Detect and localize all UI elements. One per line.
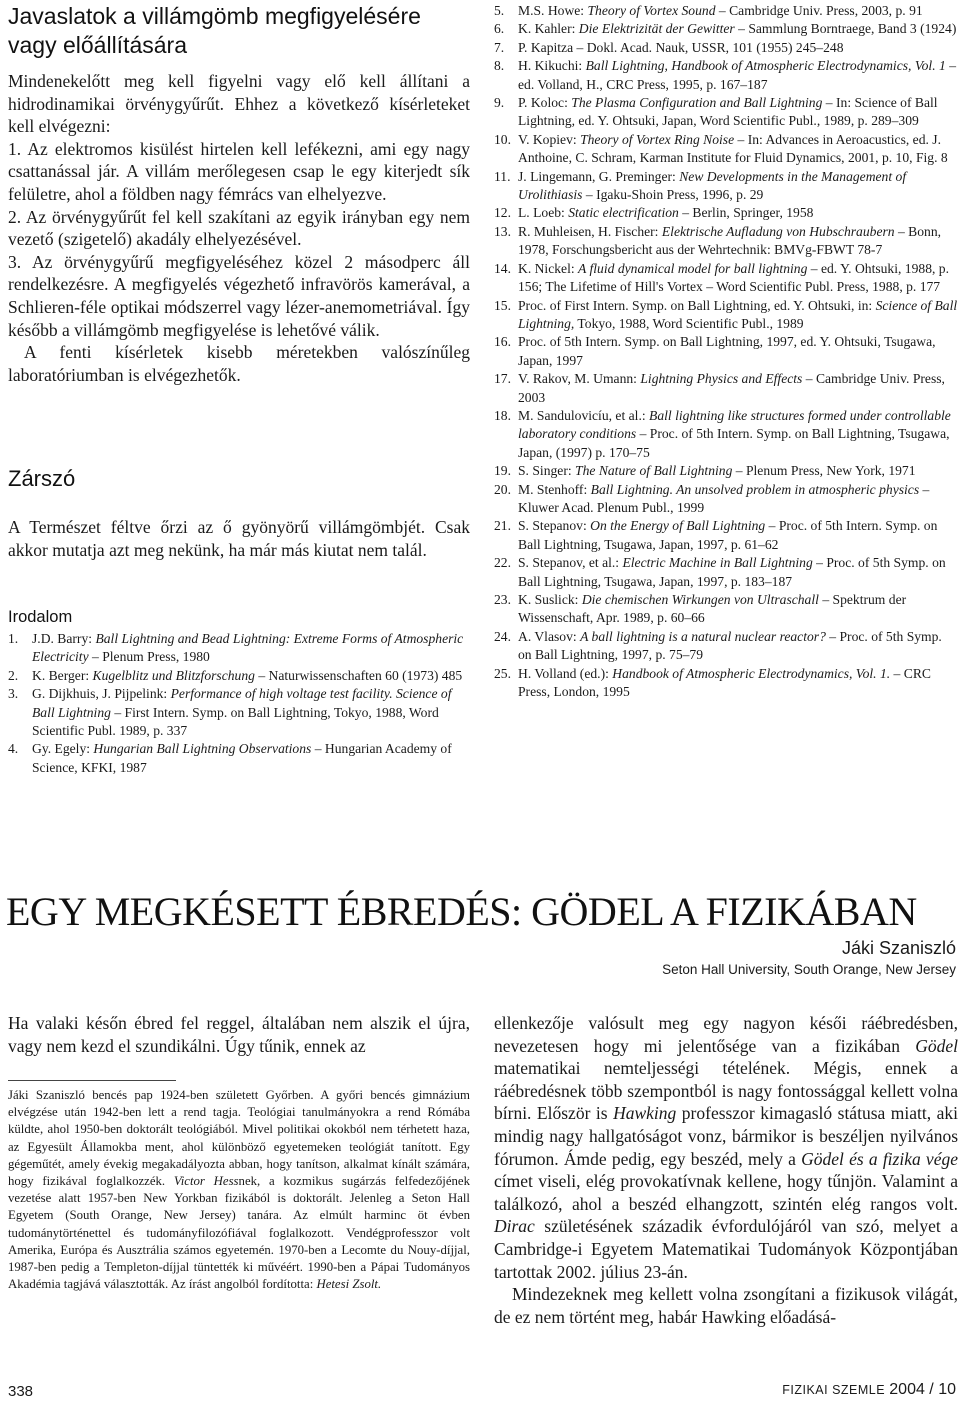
paragraph: 1. Az elektromos kisülést hirtelen kell lefékezni, ami egy nagy csattanással jár. A villám merőlegesen csap le egy kiterjedt sík felületre, ahol a földben nagy fémrács van elhelyezve. [8,138,470,204]
reference-title: Die Elektrizität der Gewitter [578,21,735,37]
reference-text [518,481,958,518]
reference-title: Theory of Vortex Ring Noise [580,131,735,147]
reference-author: V. Rakov, M. Umann: [518,371,637,387]
reference-item [494,628,958,665]
reference-number: 25. [494,665,511,681]
text: professzor kimagasló státusa miatt, aki mindig nagy hallgatóságot vonz, bármikor is beszéljen nyilvános fórumon. Ámde pedig, egy beszéd, mely a [494,1103,959,1169]
reference-title: A ball lightning is a natural nuclear reactor? [580,628,826,644]
reference-author: K. Suslick: [518,592,579,607]
section-title-closing: Zárszó [8,466,76,491]
reference-details: – Sammlung Borntraege, Band 3 (1924) [734,21,957,37]
text: matematikai nemteljességi tételének. Mégis, ennek a ráébredésnek több szempontból is nagy fontossággal kellett volna bírni. Először is [494,1058,958,1124]
reference-item [494,591,958,628]
reference-item [494,370,958,407]
reference-item [494,204,958,222]
article-body-right [494,1012,958,1328]
bio-translator: Hetesi Zsolt. [316,1277,382,1292]
reference-text [518,462,958,480]
reference-title: A fluid dynamical model for ball lightning [578,260,808,276]
reference-number: 2. [8,667,19,683]
reference-item [494,168,958,205]
reference-item [8,667,470,685]
reference-details: – ed. Volland, H., CRC Press, 1995, p. 167–187 [518,58,956,92]
reference-text [518,628,958,665]
reference-details: Tokyo, 1988, Word Scientific Publ., 1989 [574,315,804,331]
reference-item [494,2,958,20]
journal-footer [782,1381,956,1399]
text: ellenkezője valósult meg egy nagyon késői ráébredésben, nevezetesen hogy mi jelentősége van a fizikában [494,1013,958,1056]
article-intro: Ha valaki későn ébred fel reggel, általában nem alszik el újra, vagy nem kezd el szundikálni. Úgy tűnik, ennek az [8,1013,470,1056]
reference-details: – Proc. of 5th Intern. Symp. on Ball Lightning, Tsugawa, Japan, 1997, p. 61–62 [518,518,938,552]
reference-title: Static electrification [568,205,679,221]
reference-title: New Developments in the Management of Urolithiasis [518,168,907,203]
reference-item [494,407,958,462]
paragraph: A fenti kísérletek kisebb méretekben valószínűleg laboratóriumban is elvégezhetők. [8,342,470,385]
reference-text [518,554,958,591]
reference-details: – Dokl. Acad. Nauk, USSR, 101 (1955) 245–248 [576,39,844,55]
reference-text [518,591,958,628]
reference-details: – Proc. of 5th Symp. on Ball Lightning, 1997, p. 75–79 [518,628,942,663]
reference-author: G. Dijkhuis, J. Pijpelink: [32,686,168,702]
reference-author: R. Muhleisen, H. Fischer: [518,223,659,239]
reference-item [8,740,470,777]
reference-item [494,333,958,370]
reference-details: – Berlin, Springer, 1958 [678,205,814,221]
reference-title: Kugelblitz und Blitzforschung [92,667,255,683]
reference-title: Performance of high voltage test facility. Science of Ball Lightning [32,686,452,720]
reference-text [518,39,958,57]
reference-author: P. Kapitza [518,39,574,55]
article-affiliation: Seton Hall University, South Orange, New Jersey [662,962,956,977]
section-body [8,70,470,386]
reference-number: 13. [494,223,511,239]
reference-item [494,297,958,334]
text: születésének századik évfordulójáról van szó, melyet a Cambridge-i Egyetem Matematikai Tudományok Központjában tartottak 2002. július 23-án. [494,1216,958,1282]
reference-text [518,517,958,554]
reference-text [518,2,958,20]
reference-number: 15. [494,297,511,313]
reference-text [518,665,958,702]
reference-number: 24. [494,628,511,644]
reference-text [32,740,470,777]
reference-text [518,20,958,38]
reference-item [494,260,958,297]
reference-text [518,57,958,94]
reference-details: – Bonn, 1978, Forschungsbericht aus der Wehrtechnik: BMVg-FBWT 78-7 [518,223,942,258]
reference-details: – Plenum Press, New York, 1971 [732,463,916,479]
reference-author: P. Koloc: [518,95,568,111]
reference-details: – CRC Press, London, 1995 [518,665,931,700]
reference-title: Die chemischen Wirkungen von Ultraschall [581,592,819,607]
reference-number: 16. [494,334,511,350]
reference-title: Elektrische Aufladung von Hubschraubern [661,223,895,239]
reference-item [8,630,470,667]
text: címet viseli, elég provokatívnak kellene, hogy tűnjön. Valamint a találkozó, ahol a beszéd elhangzott, szintén elég rangos volt. [494,1171,958,1214]
reference-number: 17. [494,371,511,387]
section-title-ball-lightning-proposals: Javaslatok a villámgömb megfigyelésére vagy előállítására [8,3,421,58]
paragraph: 2. Az örvénygyűrűt fel kell szakítani az egyik irányban egy nem vezető (szigetelő) akadály elhelyezésével. [8,206,470,250]
emph-hawking: Hawking [613,1103,677,1124]
reference-details: – Proc. of 5th Symp. on Ball Lightning, Tsugawa, Japan, 1997, p. 183–187 [518,555,946,589]
reference-text [518,260,958,297]
reference-number: 21. [494,518,511,534]
reference-item [494,462,958,480]
reference-number: 18. [494,407,511,423]
reference-author: H. Volland (ed.): [518,665,609,681]
reference-author: S. Stepanov, et al.: [518,555,620,571]
reference-title: Lightning Physics and Effects [640,371,803,387]
reference-number: 1. [8,631,19,646]
reference-text [32,685,470,740]
reference-item [494,39,958,57]
reference-author: K. Nickel: [518,260,575,276]
reference-title: Science of Ball Lightning, [518,297,958,331]
reference-number: 11. [494,168,511,184]
reference-author: J. Lingemann, G. Preminger: [518,168,676,184]
footnote-divider [8,1080,176,1081]
reference-item [494,20,958,38]
reference-details: – Cambridge Univ. Press, 2003 [518,371,945,405]
reference-item [494,554,958,591]
reference-details: – Naturwissenschaften 60 (1973) 485 [254,667,463,683]
reference-text [518,223,958,260]
reference-author: Proc. of 5th Intern. Symp. on Ball Lightning, 1997, ed. Y. Ohtsuki, Tsugawa, Japan, 1997 [518,334,936,368]
reference-title: Hungarian Ball Lightning Observations [93,741,312,757]
reference-author: S. Singer: [518,463,572,479]
reference-title: The Plasma Configuration and Ball Lightning [571,95,823,111]
reference-number: 22. [494,555,511,571]
journal-issue: 2004 / 10 [889,1381,956,1398]
reference-text [518,131,958,168]
section-body: A Természet féltve őrzi az ő gyönyörű villámgömbjét. Csak akkor mutatja azt meg nekünk, ha már más kiutat nem talál. [8,517,470,560]
reference-details: – Hungarian Academy of Science, KFKI, 1987 [32,741,452,775]
emph-talk-title: Gödel és a fizika vége [801,1148,958,1169]
reference-item [494,481,958,518]
reference-number: 7. [494,39,505,55]
reference-title: Electric Machine in Ball Lightning [622,555,813,571]
reference-number: 20. [494,481,511,497]
reference-number: 8. [494,58,505,74]
bio-name-hess: Victor Hess [173,1174,239,1189]
reference-title: Theory of Vortex Sound [587,3,716,18]
paragraph: 3. Az örvénygyűrű megfigyeléséhez közel 2 másodperc áll rendelkezésre. A megfigyelés végezhető infravörös kamerával, a Schlieren-féle optikai módszerrel vagy lézer-anemometriával. Így később a villámgömb megfigyelése is lehetővé válik. [8,251,470,340]
reference-text [518,407,958,462]
reference-title: Ball Lightning. An unsolved problem in atmospheric physics [590,481,920,497]
paragraph [494,1012,958,1283]
bio-text: nek, a kozmikus sugárzás felfedezőjének vezetése alatt 1957-ben New Yorkban fizikából is doktorált. Jelenleg a Seton Hall Egyetem (South Orange, New Jersey) tanára. Az elmúlt harminc öt évben tudománytörténettel és tudományfilozófiával foglalkozott. Vendégprofesszor volt Amerika, Európa és Ausztrália számos egyetemén. 1970-ben a Lecomte du Nouy-díjjal, 1987-ben pedig a Templeton-díjjal tüntették ki művéért. 1990-ben a Pápai Tudományos Akadémia tagjává választották. Az írást angolból fordította: [8,1174,470,1292]
reference-details: – ed. Y. Ohtsuki, 1988, p. 156; The Lifetime of Hill's Vortex – Word Scientific Publ. Press, 1988, p. 177 [518,260,949,295]
reference-number: 3. [8,686,19,702]
article-title: EGY MEGKÉSETT ÉBREDÉS: GÖDEL A FIZIKÁBAN [6,889,917,934]
paragraph: Mindezeknek meg kellett volna zsongítani a fizikusok világát, de ez nem történt meg, habár Hawking előadásá- [494,1284,958,1327]
reference-text [518,333,958,370]
author-bio-footnote [8,1087,470,1293]
emph-godel: Gödel [915,1035,958,1056]
reference-number: 23. [494,592,511,607]
reference-list-right [494,2,958,701]
reference-title: Handbook of Atmospheric Electrodynamics, Vol. 1. [612,665,891,681]
reference-author: M.S. Howe: [518,3,585,18]
references-heading: Irodalom [8,608,73,626]
reference-text [518,94,958,131]
reference-author: M. Stenhoff: [518,481,588,497]
reference-text [518,297,958,334]
reference-title: On the Energy of Ball Lightning [590,518,766,534]
reference-author: K. Kahler: [518,21,576,37]
reference-number: 5. [494,3,505,18]
reference-item [494,517,958,554]
reference-title: Ball Lightning, Handbook of Atmospheric Electrodynamics, Vol. 1 [585,58,946,74]
reference-author: Gy. Egely: [32,741,91,757]
reference-details: – In: Advances in Aeroacustics, ed. J. Anthoine, C. Schram, Karman Institute for Fluid Dynamics, 2001, p. 10, Fig. 8 [518,131,948,166]
reference-number: 10. [494,131,511,147]
reference-details: – Plenum Press, 1980 [88,649,210,665]
reference-number: 12. [494,205,511,221]
reference-title: The Nature of Ball Lightning [575,463,733,479]
reference-author: J.D. Barry: [32,631,93,646]
reference-author: V. Kopiev: [518,131,577,147]
reference-list-left [8,630,470,777]
reference-text [518,168,958,205]
reference-number: 9. [494,95,505,111]
reference-title: Ball Lightning and Bead Lightning: Extreme Forms of Atmospheric Electricity [32,631,464,665]
reference-author: A. Vlasov: [518,628,577,644]
bio-text: Jáki Szaniszló bencés pap 1924-ben született Győrben. A győri bencés gimnázium elvégzése után 1942-ben lett a rend tagja. Teológiai tanulmányokra a rend Rómába küldte, ahol 1950-ben doktorált teológiából. Mivel politikai okokból nem térhetett haza, az Egyesült Államokba ment, ahol különböző egyetemeken teológiát tanított. Egy gégeműtét, amely évekig megakadályozta abban, hogy tanítson, alkalmat kínált számára, hogy fizikával foglalkozzék. [8,1088,470,1189]
journal-name: FIZIKAI SZEMLE [782,1383,886,1397]
article-author: Jáki Szaniszló [841,938,956,958]
reference-author: K. Berger: [32,667,90,683]
reference-text [518,370,958,407]
reference-author: H. Kikuchi: [518,58,583,74]
reference-text [518,204,958,222]
emph-dirac: Dirac [494,1216,535,1237]
reference-details: – First Intern. Symp. on Ball Lightning, Tokyo, 1988, Word Scientific Publ. 1989, p. 337 [32,704,439,739]
reference-item [8,685,470,740]
reference-author: M. Sandulovicíu, et al.: [518,407,646,423]
reference-item [494,131,958,168]
reference-details: – In: Science of Ball Lightning, ed. Y. Ohtsuki, Japan, Word Scientific Publ., 1989, p. 289–309 [518,95,938,129]
reference-number: 4. [8,741,19,757]
paragraph: Mindenekelőtt meg kell figyelni vagy elő kell állítani a hidrodinamikai örvénygyűrűt. Ehhez a következő kísérleteket kell elvégezni: [8,71,470,137]
reference-item [494,94,958,131]
reference-number: 19. [494,463,511,479]
reference-item [494,57,958,94]
reference-text [32,667,470,685]
reference-author: L. Loeb: [518,205,565,221]
page-number: 338 [8,1383,34,1400]
reference-author: S. Stepanov: [518,518,587,534]
reference-title: Ball lightning like structures formed under controllable laboratory conditions [518,407,951,442]
reference-details: – Proc. of 5th Intern. Symp. on Ball Lightning, Tsugawa, Japan, (1997) p. 170–75 [518,426,950,460]
reference-details: – Kluwer Acad. Plenum Publ., 1999 [518,481,930,515]
reference-details: – Igaku-Shoin Press, 1996, p. 29 [582,187,764,203]
reference-details: – Spektrum der Wissenschaft, Apr. 1989, p. 60–66 [518,592,907,626]
reference-author: Proc. of First Intern. Symp. on Ball Lightning, ed. Y. Ohtsuki, in: [518,297,873,313]
reference-details: – Cambridge Univ. Press, 2003, p. 91 [715,3,923,18]
reference-text [32,630,470,667]
reference-item [494,665,958,702]
reference-item [494,223,958,260]
reference-number: 6. [494,21,505,37]
reference-number: 14. [494,260,511,276]
